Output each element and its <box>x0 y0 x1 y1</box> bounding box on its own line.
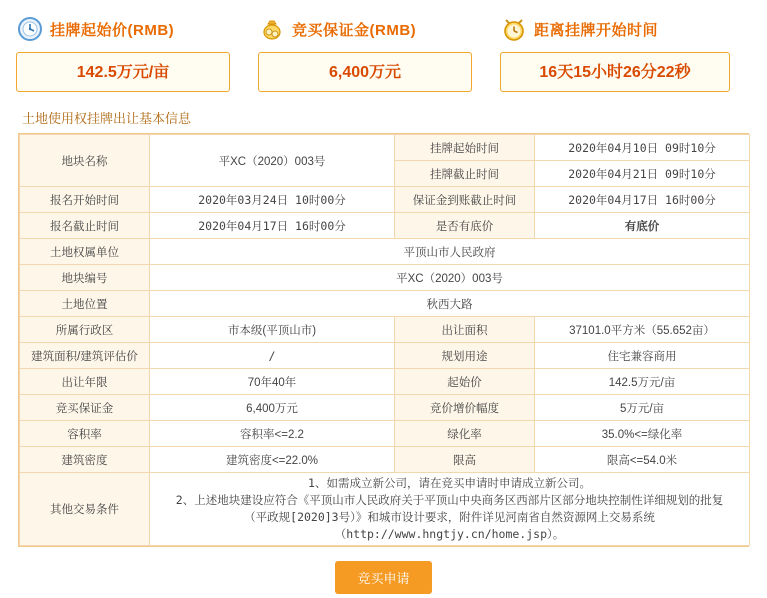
row-value: 市本级(平顶山市) <box>150 317 395 343</box>
row-value: 平XC（2020）003号 <box>150 265 750 291</box>
row-label: 建筑密度 <box>20 447 150 473</box>
row-label: 出让年限 <box>20 369 150 395</box>
other-line-4: （http://www.hngtjy.cn/home.jsp）。 <box>334 527 565 541</box>
row-label: 土地权属单位 <box>20 239 150 265</box>
table-row <box>20 395 750 421</box>
row-value: 2020年04月21日 09时10分 <box>535 161 750 187</box>
row-label: 限高 <box>395 447 535 473</box>
summary-card-value: 6,400万元 <box>258 52 472 92</box>
row-label: 地块名称 <box>20 135 150 187</box>
row-value: / <box>150 343 395 369</box>
row-label: 竞价增价幅度 <box>395 395 535 421</box>
table-row <box>20 213 750 239</box>
action-bar <box>0 561 767 594</box>
row-value: 限高<=54.0米 <box>535 447 750 473</box>
summary-card-value: 16天15小时26分22秒 <box>500 52 730 92</box>
row-label: 挂牌起始时间 <box>395 135 535 161</box>
table-row <box>20 239 750 265</box>
row-value: 平XC（2020）003号 <box>150 135 395 187</box>
summary-card-header <box>500 14 750 44</box>
row-value: 142.5万元/亩 <box>535 369 750 395</box>
row-value: 5万元/亩 <box>535 395 750 421</box>
row-label: 土地位置 <box>20 291 150 317</box>
other-line-2: 2、上述地块建设应符合《平顶山市人民政府关于平顶山中央商务区西部片区部分地块控制性详细规划的批复 <box>175 493 724 507</box>
table-row <box>20 447 750 473</box>
summary-card-title: 竞买保证金(RMB) <box>292 21 417 39</box>
row-value: 35.0%<=绿化率 <box>535 421 750 447</box>
summary-card-deposit <box>258 14 500 92</box>
summary-card-start-price <box>16 14 258 92</box>
summary-card-title: 距离挂牌开始时间 <box>534 21 659 39</box>
row-label: 报名开始时间 <box>20 187 150 213</box>
row-value: 2020年04月17日 16时00分 <box>535 187 750 213</box>
summary-card-value: 142.5万元/亩 <box>16 52 230 92</box>
table-row <box>20 291 750 317</box>
row-label: 其他交易条件 <box>20 473 150 546</box>
row-label: 绿化率 <box>395 421 535 447</box>
row-value-highlight: 有底价 <box>535 213 750 239</box>
summary-card-header <box>258 14 500 44</box>
other-conditions-text <box>150 473 750 546</box>
summary-cards <box>0 0 767 96</box>
row-label: 起始价 <box>395 369 535 395</box>
row-label: 建筑面积/建筑评估价 <box>20 343 150 369</box>
table-row-other-conditions <box>20 473 750 546</box>
alarm-clock-icon <box>500 15 528 43</box>
row-label: 竞买保证金 <box>20 395 150 421</box>
row-value: 住宅兼容商用 <box>535 343 750 369</box>
row-value: 容积率<=2.2 <box>150 421 395 447</box>
other-line-1: 1、如需成立新公司，请在竞买申请时申请成立新公司。 <box>308 476 591 490</box>
clock-price-icon <box>16 15 44 43</box>
table-row <box>20 369 750 395</box>
table-row <box>20 265 750 291</box>
row-label: 地块编号 <box>20 265 150 291</box>
row-value: 37101.0平方米（55.652亩） <box>535 317 750 343</box>
table-row <box>20 135 750 161</box>
summary-card-countdown <box>500 14 750 92</box>
row-value: 6,400万元 <box>150 395 395 421</box>
table-row <box>20 187 750 213</box>
summary-card-header <box>16 14 258 44</box>
row-label: 挂牌截止时间 <box>395 161 535 187</box>
row-label: 规划用途 <box>395 343 535 369</box>
row-label: 出让面积 <box>395 317 535 343</box>
row-label: 所属行政区 <box>20 317 150 343</box>
row-value: 2020年03月24日 10时00分 <box>150 187 395 213</box>
other-line-3: （平政规[2020]3号）》和城市设计要求，附件详见河南省自然资源网上交易系统 <box>244 510 655 524</box>
table-row <box>20 317 750 343</box>
row-label: 是否有底价 <box>395 213 535 239</box>
money-bag-icon <box>258 15 286 43</box>
summary-card-title: 挂牌起始价(RMB) <box>50 21 175 39</box>
row-label: 保证金到账截止时间 <box>395 187 535 213</box>
row-value: 2020年04月10日 09时10分 <box>535 135 750 161</box>
row-value: 2020年04月17日 16时00分 <box>150 213 395 239</box>
apply-bid-button[interactable]: 竞买申请 <box>335 561 431 594</box>
row-value: 秋西大路 <box>150 291 750 317</box>
row-label: 报名截止时间 <box>20 213 150 239</box>
row-label: 容积率 <box>20 421 150 447</box>
land-info-table <box>18 133 749 547</box>
section-title: 土地使用权挂牌出让基本信息 <box>22 111 192 126</box>
table-row <box>20 421 750 447</box>
row-value: 平顶山市人民政府 <box>150 239 750 265</box>
table-row <box>20 343 750 369</box>
row-value: 建筑密度<=22.0% <box>150 447 395 473</box>
row-value: 70年40年 <box>150 369 395 395</box>
